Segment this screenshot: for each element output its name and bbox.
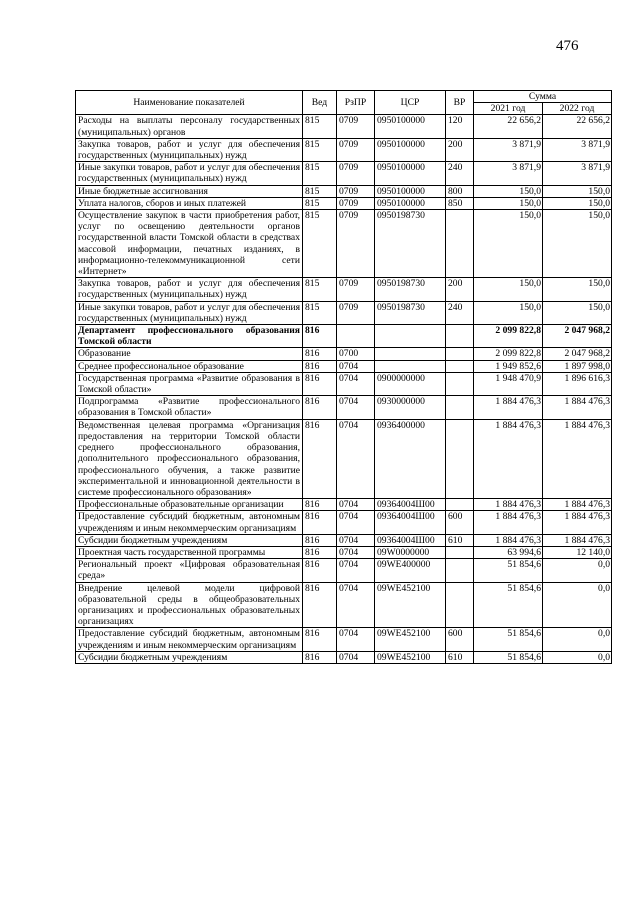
cell-rzpr: 0704: [337, 559, 375, 582]
table-row: [76, 651, 612, 663]
cell-sum-2021: 51 854,6: [474, 582, 543, 628]
cell-vr: [446, 396, 474, 419]
cell-vr: 240: [446, 301, 474, 324]
cell-rzpr: 0709: [337, 278, 375, 301]
cell-rzpr: 0704: [337, 396, 375, 419]
cell-csr: 09WE452100: [375, 582, 446, 628]
cell-ved: 815: [303, 278, 337, 301]
table-row: [76, 197, 612, 209]
cell-sum-2022: 150,0: [543, 278, 612, 301]
table-row: [76, 138, 612, 161]
cell-csr: [375, 348, 446, 360]
cell-vr: 610: [446, 534, 474, 546]
cell-name: Предоставление субсидий бюджетным, автономным учреждениям и иным некоммерческим организациям: [76, 511, 303, 534]
cell-rzpr: 0704: [337, 511, 375, 534]
cell-ved: 815: [303, 185, 337, 197]
cell-sum-2022: 1 896 616,3: [543, 372, 612, 395]
cell-sum-2021: 51 854,6: [474, 651, 543, 663]
cell-vr: [446, 210, 474, 278]
cell-vr: [446, 325, 474, 348]
cell-vr: 610: [446, 651, 474, 663]
header-sum: Сумма: [474, 91, 612, 103]
budget-table: [75, 90, 612, 664]
cell-sum-2021: 1 884 476,3: [474, 499, 543, 511]
cell-sum-2022: 3 871,9: [543, 138, 612, 161]
page-number: 476: [556, 38, 579, 54]
cell-csr: 0950198730: [375, 210, 446, 278]
cell-ved: 816: [303, 372, 337, 395]
cell-name: Подпрограмма «Развитие профессионального образования в Томской области»: [76, 396, 303, 419]
cell-vr: 200: [446, 278, 474, 301]
cell-sum-2022: 0,0: [543, 559, 612, 582]
cell-sum-2022: 1 884 476,3: [543, 511, 612, 534]
cell-rzpr: 0704: [337, 534, 375, 546]
cell-ved: 815: [303, 115, 337, 138]
cell-sum-2021: 150,0: [474, 197, 543, 209]
cell-csr: [375, 360, 446, 372]
cell-ved: 816: [303, 651, 337, 663]
cell-vr: [446, 582, 474, 628]
table-row: [76, 210, 612, 278]
table-row: [76, 301, 612, 324]
cell-rzpr: 0704: [337, 546, 375, 558]
cell-sum-2022: 1 884 476,3: [543, 396, 612, 419]
cell-sum-2022: 150,0: [543, 210, 612, 278]
cell-name: Субсидии бюджетным учреждениям: [76, 534, 303, 546]
cell-name: Государственная программа «Развитие образования в Томской области»: [76, 372, 303, 395]
cell-csr: 09364004Ш00: [375, 511, 446, 534]
cell-rzpr: 0709: [337, 197, 375, 209]
cell-name: Ведомственная целевая программа «Организация предоставления на территории Томской области среднего профессионального образования, дополнительного профессионального образования, профессионального обучения, а также развитие экспериментальной и инновационной деятельности в системе профессионального образования»: [76, 419, 303, 498]
table-header: [76, 91, 612, 115]
cell-csr: 0950100000: [375, 115, 446, 138]
cell-sum-2022: 1 884 476,3: [543, 534, 612, 546]
cell-name: Субсидии бюджетным учреждениям: [76, 651, 303, 663]
table-row: [76, 325, 612, 348]
cell-sum-2022: 2 047 968,2: [543, 348, 612, 360]
cell-rzpr: 0709: [337, 185, 375, 197]
cell-sum-2021: 1 884 476,3: [474, 534, 543, 546]
cell-sum-2021: 1 948 470,9: [474, 372, 543, 395]
cell-ved: 816: [303, 396, 337, 419]
table-row: [76, 185, 612, 197]
cell-ved: 816: [303, 419, 337, 498]
header-rzpr: РзПР: [337, 91, 375, 115]
cell-name: Расходы на выплаты персоналу государственных (муниципальных) органов: [76, 115, 303, 138]
cell-rzpr: [337, 325, 375, 348]
cell-name: Предоставление субсидий бюджетным, автономным учреждениям и иным некоммерческим организациям: [76, 628, 303, 651]
cell-csr: 09WE400000: [375, 559, 446, 582]
cell-csr: 0950100000: [375, 162, 446, 185]
cell-sum-2022: 2 047 968,2: [543, 325, 612, 348]
cell-name: Закупка товаров, работ и услуг для обеспечения государственных (муниципальных) нужд: [76, 138, 303, 161]
cell-sum-2021: 3 871,9: [474, 162, 543, 185]
cell-sum-2021: 150,0: [474, 185, 543, 197]
cell-name: Среднее профессиональное образование: [76, 360, 303, 372]
cell-name: Профессиональные образовательные организации: [76, 499, 303, 511]
table-row: [76, 582, 612, 628]
table-row: [76, 546, 612, 558]
cell-vr: [446, 419, 474, 498]
cell-rzpr: 0709: [337, 115, 375, 138]
cell-sum-2021: 1 884 476,3: [474, 396, 543, 419]
cell-vr: [446, 559, 474, 582]
cell-name: Закупка товаров, работ и услуг для обеспечения государственных (муниципальных) нужд: [76, 278, 303, 301]
cell-csr: 0900000000: [375, 372, 446, 395]
cell-sum-2021: 150,0: [474, 301, 543, 324]
cell-name: Иные закупки товаров, работ и услуг для обеспечения государственных (муниципальных) нужд: [76, 162, 303, 185]
table-row: [76, 534, 612, 546]
cell-csr: [375, 325, 446, 348]
cell-ved: 815: [303, 210, 337, 278]
table-row: [76, 115, 612, 138]
cell-csr: 0936400000: [375, 419, 446, 498]
cell-rzpr: 0709: [337, 210, 375, 278]
cell-rzpr: 0709: [337, 138, 375, 161]
header-name: Наименование показателей: [76, 91, 303, 115]
header-vr: ВР: [446, 91, 474, 115]
cell-vr: 600: [446, 511, 474, 534]
cell-name: Департамент профессионального образования Томской области: [76, 325, 303, 348]
cell-ved: 816: [303, 325, 337, 348]
cell-sum-2022: 12 140,0: [543, 546, 612, 558]
cell-csr: 0950100000: [375, 138, 446, 161]
cell-rzpr: 0704: [337, 372, 375, 395]
cell-ved: 815: [303, 301, 337, 324]
cell-name: Образование: [76, 348, 303, 360]
cell-ved: 816: [303, 348, 337, 360]
table-row: [76, 162, 612, 185]
cell-sum-2021: 2 099 822,8: [474, 325, 543, 348]
cell-rzpr: 0704: [337, 651, 375, 663]
cell-sum-2022: 150,0: [543, 301, 612, 324]
cell-vr: [446, 372, 474, 395]
cell-rzpr: 0709: [337, 301, 375, 324]
table-body: [76, 115, 612, 664]
cell-ved: 816: [303, 511, 337, 534]
cell-rzpr: 0709: [337, 162, 375, 185]
cell-sum-2021: 51 854,6: [474, 628, 543, 651]
cell-vr: 600: [446, 628, 474, 651]
cell-vr: 200: [446, 138, 474, 161]
cell-name: Иные бюджетные ассигнования: [76, 185, 303, 197]
cell-ved: 816: [303, 582, 337, 628]
cell-csr: 09364004Ш00: [375, 499, 446, 511]
cell-ved: 816: [303, 499, 337, 511]
table-row: [76, 396, 612, 419]
cell-rzpr: 0704: [337, 419, 375, 498]
cell-csr: 09W0000000: [375, 546, 446, 558]
cell-ved: 815: [303, 138, 337, 161]
cell-name: Иные закупки товаров, работ и услуг для обеспечения государственных (муниципальных) нужд: [76, 301, 303, 324]
cell-sum-2021: 150,0: [474, 210, 543, 278]
cell-name: Проектная часть государственной программы: [76, 546, 303, 558]
cell-sum-2021: 1 949 852,6: [474, 360, 543, 372]
cell-sum-2021: 2 099 822,8: [474, 348, 543, 360]
table-row: [76, 559, 612, 582]
cell-sum-2022: 1 897 998,0: [543, 360, 612, 372]
cell-rzpr: 0704: [337, 499, 375, 511]
cell-vr: [446, 546, 474, 558]
table-row: [76, 499, 612, 511]
cell-name: Уплата налогов, сборов и иных платежей: [76, 197, 303, 209]
cell-rzpr: 0704: [337, 360, 375, 372]
cell-sum-2021: 3 871,9: [474, 138, 543, 161]
cell-ved: 816: [303, 360, 337, 372]
cell-ved: 816: [303, 559, 337, 582]
cell-sum-2022: 22 656,2: [543, 115, 612, 138]
cell-sum-2021: 22 656,2: [474, 115, 543, 138]
cell-ved: 816: [303, 534, 337, 546]
cell-ved: 815: [303, 197, 337, 209]
table-row: [76, 278, 612, 301]
cell-vr: [446, 499, 474, 511]
cell-name: Осуществление закупок в части приобретения работ, услуг по освещению деятельности органов государственной власти Томской области в средствах массовой информации, печатных изданиях, в информационно-телекоммуникационной сети «Интернет»: [76, 210, 303, 278]
cell-vr: 850: [446, 197, 474, 209]
cell-sum-2022: 0,0: [543, 628, 612, 651]
cell-csr: 09WE452100: [375, 628, 446, 651]
cell-sum-2021: 1 884 476,3: [474, 511, 543, 534]
header-year-2021: 2021 год: [474, 103, 543, 115]
cell-vr: 240: [446, 162, 474, 185]
header-csr: ЦСР: [375, 91, 446, 115]
cell-sum-2022: 0,0: [543, 582, 612, 628]
cell-name: Региональный проект «Цифровая образовательная среда»: [76, 559, 303, 582]
cell-sum-2022: 150,0: [543, 197, 612, 209]
cell-ved: 816: [303, 546, 337, 558]
table-row: [76, 360, 612, 372]
header-year-2022: 2022 год: [543, 103, 612, 115]
cell-ved: 815: [303, 162, 337, 185]
cell-sum-2022: 3 871,9: [543, 162, 612, 185]
cell-sum-2021: 150,0: [474, 278, 543, 301]
cell-csr: 09364004Ш00: [375, 534, 446, 546]
cell-vr: 800: [446, 185, 474, 197]
cell-sum-2022: 1 884 476,3: [543, 499, 612, 511]
cell-sum-2021: 63 994,6: [474, 546, 543, 558]
cell-csr: 0950100000: [375, 197, 446, 209]
table-row: [76, 419, 612, 498]
cell-rzpr: 0700: [337, 348, 375, 360]
cell-name: Внедрение целевой модели цифровой образовательной среды в общеобразовательных организациях и профессиональных образовательных организациях: [76, 582, 303, 628]
cell-csr: 0950100000: [375, 185, 446, 197]
cell-csr: 09WE452100: [375, 651, 446, 663]
cell-sum-2021: 1 884 476,3: [474, 419, 543, 498]
cell-rzpr: 0704: [337, 582, 375, 628]
cell-sum-2022: 0,0: [543, 651, 612, 663]
table-row: [76, 372, 612, 395]
table-row: [76, 348, 612, 360]
cell-vr: 120: [446, 115, 474, 138]
cell-vr: [446, 360, 474, 372]
cell-rzpr: 0704: [337, 628, 375, 651]
table-row: [76, 511, 612, 534]
cell-ved: 816: [303, 628, 337, 651]
cell-sum-2022: 150,0: [543, 185, 612, 197]
table-row: [76, 628, 612, 651]
cell-csr: 0930000000: [375, 396, 446, 419]
cell-csr: 0950198730: [375, 278, 446, 301]
cell-sum-2022: 1 884 476,3: [543, 419, 612, 498]
header-ved: Вед: [303, 91, 337, 115]
cell-sum-2021: 51 854,6: [474, 559, 543, 582]
cell-csr: 0950198730: [375, 301, 446, 324]
cell-vr: [446, 348, 474, 360]
